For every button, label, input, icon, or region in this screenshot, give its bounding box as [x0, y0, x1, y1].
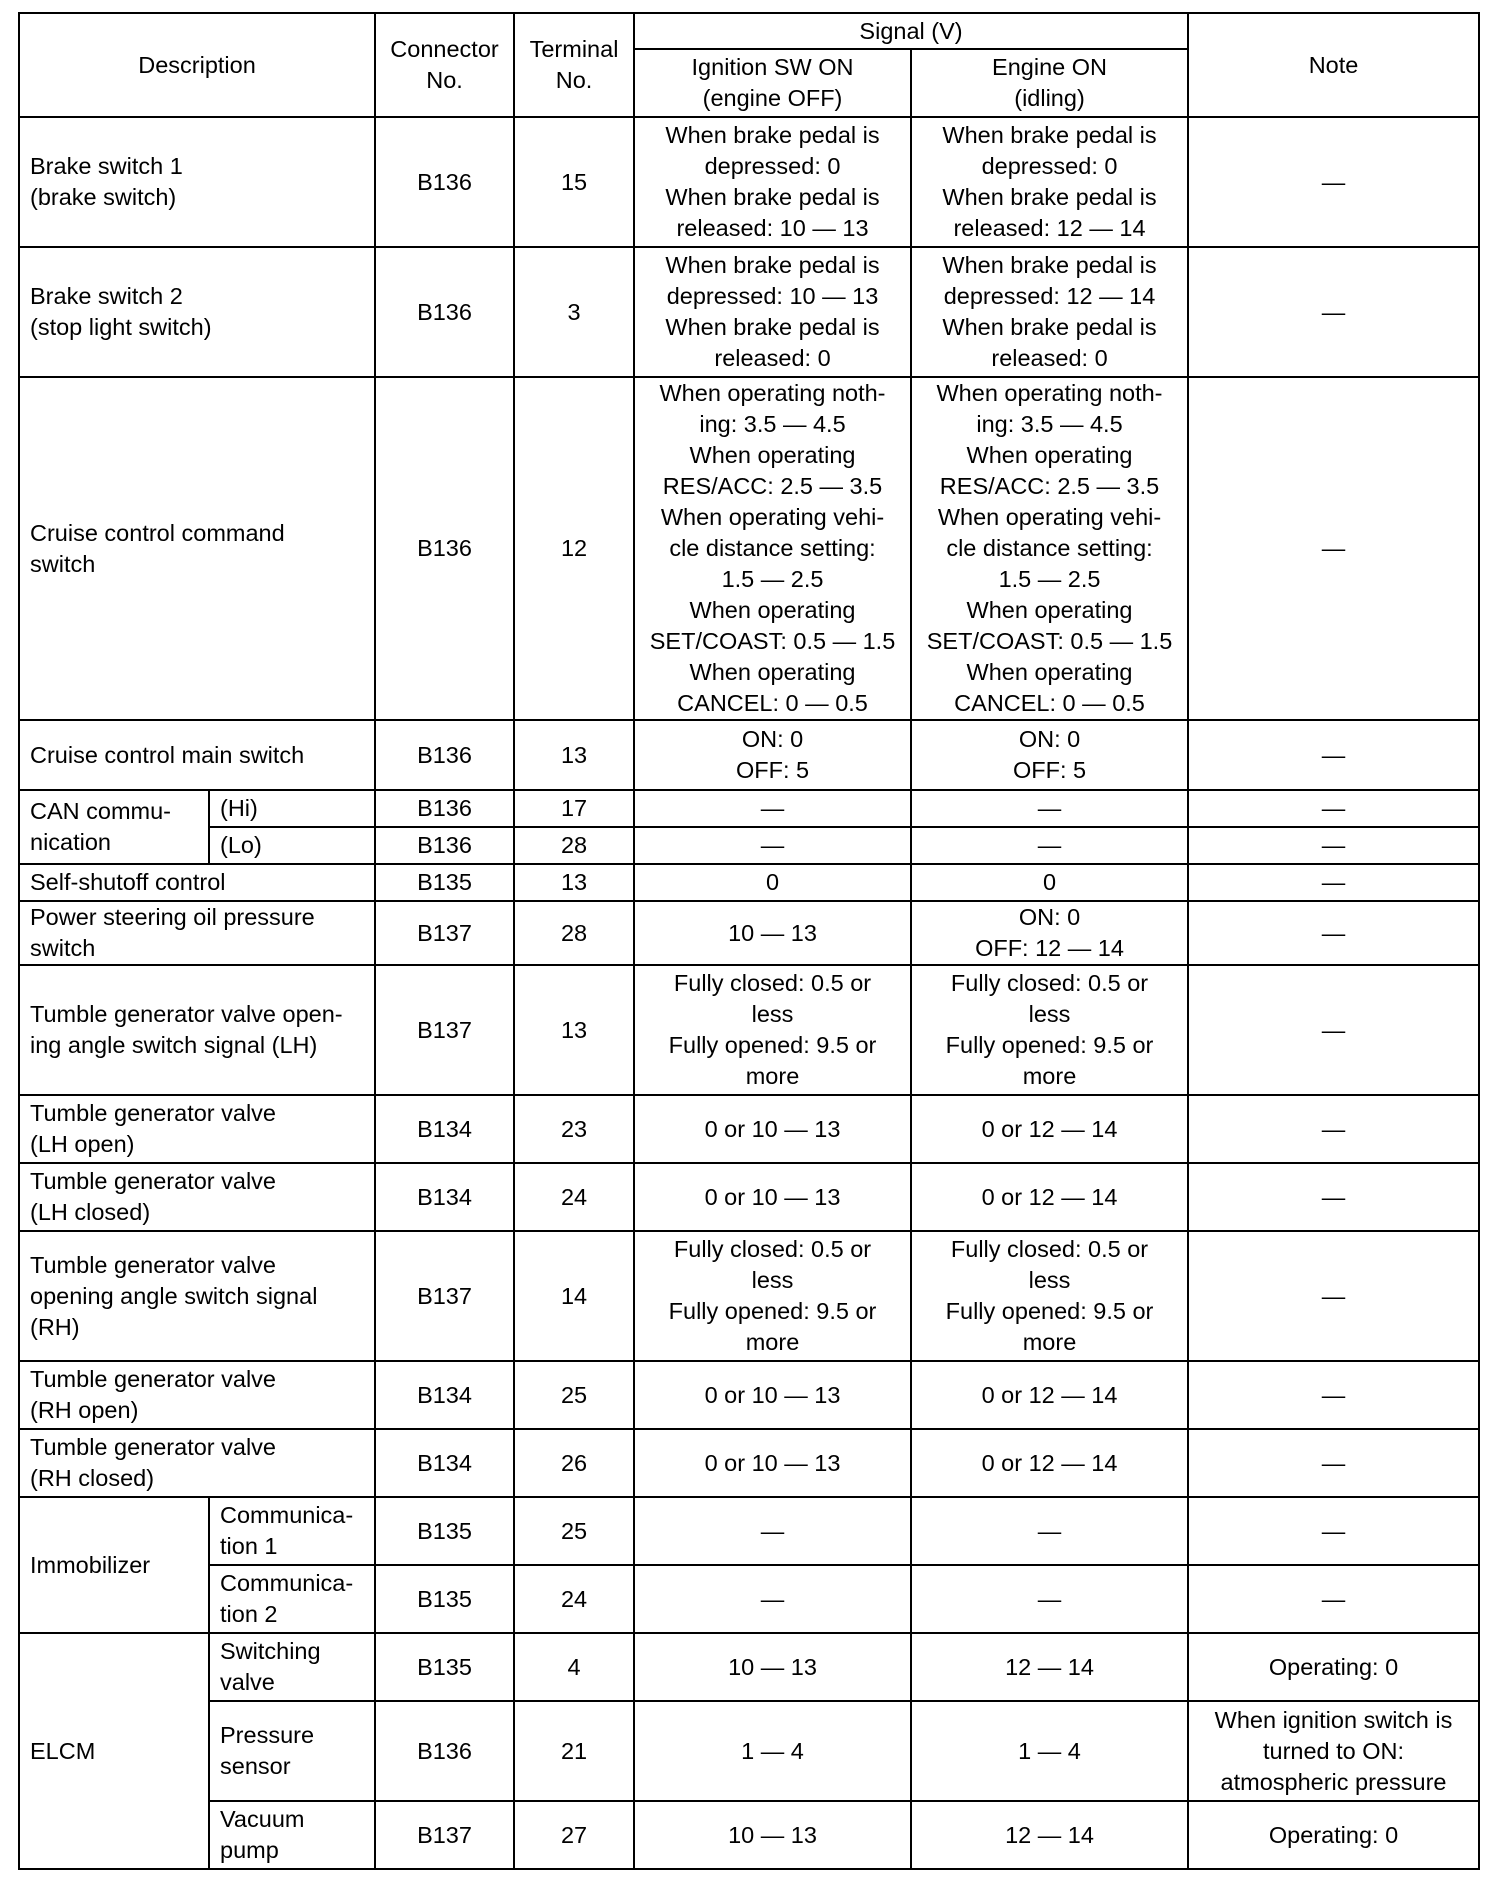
table-row — [19, 1701, 1479, 1801]
cell-line: Cruise control command — [30, 519, 285, 546]
cell-line: more — [1022, 1063, 1077, 1089]
cell-line: (LH closed) — [30, 1199, 151, 1225]
connector-cell: B136 — [375, 377, 514, 720]
cell-line: 12 — 14 — [1005, 1821, 1094, 1848]
sub-description-cell — [209, 1801, 375, 1869]
cell-line: ON: 0 — [1018, 726, 1081, 752]
cell-line: 0 or 10 — 13 — [704, 1381, 841, 1408]
terminal-cell: 27 — [514, 1801, 634, 1869]
cell-line: — — [1321, 1016, 1346, 1043]
cell-line: 0 — [765, 869, 780, 895]
cell-line: — — [1321, 832, 1346, 858]
cell-line: 0 or 12 — 14 — [981, 1381, 1118, 1408]
cell-line: less — [751, 1001, 794, 1027]
cell-line: OFF: 12 — 14 — [975, 935, 1124, 961]
note-cell — [1188, 117, 1479, 247]
cell-line: — — [1321, 1449, 1346, 1476]
terminal-cell: 15 — [514, 117, 634, 247]
table-row — [19, 1231, 1479, 1361]
connector-cell: B137 — [375, 901, 514, 965]
sub-description-cell — [209, 1701, 375, 1801]
cell-line: Brake switch 1 — [30, 153, 183, 179]
note-cell — [1188, 1701, 1479, 1801]
cell-line: less — [1028, 1001, 1071, 1027]
ignition-sw-on-cell — [634, 1801, 911, 1869]
sub-description-cell — [209, 1565, 375, 1633]
cell-line: When operating — [966, 597, 1133, 623]
connector-cell: B136 — [375, 117, 514, 247]
cell-line: Tumble generator valve — [30, 1366, 277, 1392]
note-cell — [1188, 1497, 1479, 1565]
cell-line: 0 — [1042, 869, 1057, 895]
cell-line: Fully opened: 9.5 or — [668, 1298, 877, 1324]
description-cell — [19, 117, 375, 247]
cell-line: When operating — [966, 659, 1133, 685]
description-cell — [19, 1231, 375, 1361]
cell-line: When operating vehi- — [660, 504, 885, 530]
terminal-cell: 25 — [514, 1497, 634, 1565]
cell-line: — — [1321, 1115, 1346, 1142]
ignition-sw-on-cell — [634, 377, 911, 720]
description-cell — [19, 1095, 375, 1163]
ignition-sw-on-cell — [634, 720, 911, 790]
cell-line: Tumble generator valve — [30, 1251, 277, 1278]
header-signal: Signal (V) — [634, 13, 1188, 49]
cell-line: Brake switch 2 — [30, 283, 183, 309]
terminal-cell: 13 — [514, 720, 634, 790]
cell-line: cle distance setting: — [669, 535, 876, 561]
engine-on-cell — [911, 1429, 1188, 1497]
note-cell — [1188, 1633, 1479, 1701]
table-row — [19, 377, 1479, 720]
note-cell — [1188, 864, 1479, 901]
cell-line: Vacuum — [220, 1806, 305, 1832]
cell-line: pump — [220, 1837, 279, 1863]
terminal-cell: 21 — [514, 1701, 634, 1801]
cell-line: SET/COAST: 0.5 — 1.5 — [926, 628, 1173, 654]
cell-line: — — [1321, 869, 1346, 895]
cell-line: Fully closed: 0.5 or — [673, 1236, 872, 1262]
engine-on-cell — [911, 247, 1188, 377]
cell-line: — — [1037, 832, 1062, 858]
cell-line: nication — [30, 829, 111, 855]
cell-line: CAN commu- — [30, 798, 172, 824]
sub-description-cell — [209, 827, 375, 864]
cell-line: — — [1321, 795, 1346, 821]
cell-line: — — [1321, 1517, 1346, 1544]
cell-line: opening angle switch signal — [30, 1282, 318, 1309]
table-row — [19, 965, 1479, 1095]
cell-line: ing: 3.5 — 4.5 — [699, 411, 846, 437]
cell-line: depressed: 0 — [704, 153, 841, 179]
connector-cell: B136 — [375, 1701, 514, 1801]
terminal-cell: 28 — [514, 901, 634, 965]
ignition-sw-on-cell — [634, 1429, 911, 1497]
cell-line: 10 — 13 — [728, 919, 817, 946]
cell-line: more — [745, 1329, 800, 1355]
connector-cell: B137 — [375, 965, 514, 1095]
cell-line: (RH open) — [30, 1397, 139, 1423]
cell-line: 1 — 4 — [741, 1737, 804, 1764]
connector-cell: B136 — [375, 790, 514, 827]
table-row — [19, 1633, 1479, 1701]
cell-line: — — [1321, 1282, 1346, 1309]
cell-line: (stop light switch) — [30, 314, 212, 340]
table-body — [19, 117, 1479, 1869]
connector-cell: B136 — [375, 720, 514, 790]
cell-line: (RH) — [30, 1313, 80, 1340]
ignition-sw-on-cell — [634, 117, 911, 247]
cell-line: less — [751, 1267, 794, 1293]
connector-cell: B137 — [375, 1231, 514, 1361]
cell-line: OFF: 5 — [1012, 757, 1087, 783]
description-cell — [19, 864, 375, 901]
cell-line: When operating vehi- — [937, 504, 1162, 530]
cell-line: Switching — [220, 1638, 321, 1664]
cell-line: — — [1321, 1183, 1346, 1210]
ignition-sw-on-cell — [634, 1565, 911, 1633]
header-ignition-sw-on: Ignition SW ON (engine OFF) — [634, 49, 911, 117]
cell-line: — — [1321, 1585, 1346, 1612]
cell-line: depressed: 10 — 13 — [666, 283, 879, 309]
terminal-cell: 25 — [514, 1361, 634, 1429]
table-row — [19, 1361, 1479, 1429]
note-cell — [1188, 1565, 1479, 1633]
cell-line: — — [1321, 919, 1346, 946]
note-cell — [1188, 1231, 1479, 1361]
header-terminal: Terminal No. — [514, 13, 634, 117]
cell-line: Communica- — [220, 1502, 354, 1528]
table-row — [19, 1565, 1479, 1633]
ignition-sw-on-cell — [634, 1361, 911, 1429]
cell-line: Operating: 0 — [1268, 1821, 1399, 1848]
engine-on-cell — [911, 1231, 1188, 1361]
note-cell — [1188, 901, 1479, 965]
cell-line: — — [1037, 1585, 1062, 1612]
cell-line: depressed: 0 — [981, 153, 1118, 179]
cell-line: 1 — 4 — [1018, 1737, 1081, 1764]
note-cell — [1188, 1163, 1479, 1231]
engine-on-cell — [911, 1633, 1188, 1701]
cell-line: Pressure — [220, 1722, 315, 1748]
cell-line: SET/COAST: 0.5 — 1.5 — [649, 628, 896, 654]
description-cell — [19, 247, 375, 377]
terminal-cell: 28 — [514, 827, 634, 864]
cell-line: depressed: 12 — 14 — [943, 283, 1156, 309]
cell-line: ON: 0 — [1018, 904, 1081, 930]
description-cell — [19, 901, 375, 965]
cell-line: 12 — 14 — [1005, 1653, 1094, 1680]
engine-on-cell — [911, 720, 1188, 790]
connector-cell: B134 — [375, 1163, 514, 1231]
note-cell — [1188, 1095, 1479, 1163]
cell-line: RES/ACC: 2.5 — 3.5 — [939, 473, 1160, 499]
cell-line: Tumble generator valve — [30, 1100, 277, 1126]
cell-line: atmospheric pressure — [1220, 1768, 1447, 1795]
note-cell — [1188, 1429, 1479, 1497]
cell-line: Fully closed: 0.5 or — [950, 1236, 1149, 1262]
table-row — [19, 901, 1479, 965]
cell-line: — — [1321, 298, 1346, 325]
header-connector: Connector No. — [375, 13, 514, 117]
ignition-sw-on-cell — [634, 864, 911, 901]
cell-line: When brake pedal is — [942, 122, 1157, 148]
cell-line: Self-shutoff control — [30, 869, 226, 895]
description-cell — [19, 720, 375, 790]
cell-line: — — [760, 795, 785, 821]
cell-line: — — [1321, 1381, 1346, 1408]
engine-on-cell — [911, 117, 1188, 247]
header-engine-on: Engine ON (idling) — [911, 49, 1188, 117]
table-row — [19, 790, 1479, 827]
cell-line: valve — [220, 1669, 275, 1695]
ignition-sw-on-cell — [634, 1633, 911, 1701]
engine-on-cell — [911, 1361, 1188, 1429]
description-cell — [19, 1361, 375, 1429]
connector-cell: B136 — [375, 827, 514, 864]
terminal-cell: 13 — [514, 965, 634, 1095]
note-cell — [1188, 1361, 1479, 1429]
cell-line: 1.5 — 2.5 — [721, 566, 824, 592]
cell-line: — — [1037, 1517, 1062, 1544]
cell-line: When ignition switch is — [1214, 1706, 1453, 1733]
cell-line: — — [1321, 741, 1346, 768]
engine-on-cell — [911, 965, 1188, 1095]
cell-line: (LH open) — [30, 1131, 135, 1157]
ignition-sw-on-cell — [634, 1701, 911, 1801]
table-row — [19, 1163, 1479, 1231]
cell-line: Fully opened: 9.5 or — [945, 1298, 1154, 1324]
cell-line: switch — [30, 550, 96, 577]
cell-line: Operating: 0 — [1268, 1653, 1399, 1680]
sub-description-cell — [209, 1633, 375, 1701]
terminal-cell: 24 — [514, 1565, 634, 1633]
engine-on-cell — [911, 827, 1188, 864]
cell-line: 0 or 12 — 14 — [981, 1183, 1118, 1210]
cell-line: Cruise control main switch — [30, 741, 305, 768]
ignition-sw-on-cell — [634, 1163, 911, 1231]
note-cell — [1188, 827, 1479, 864]
cell-line: Fully opened: 9.5 or — [945, 1032, 1154, 1058]
spec-document — [18, 12, 1478, 1870]
cell-line: — — [760, 832, 785, 858]
cell-line: 10 — 13 — [728, 1821, 817, 1848]
description-cell — [19, 1429, 375, 1497]
table-row — [19, 1429, 1479, 1497]
cell-line: 0 or 12 — 14 — [981, 1449, 1118, 1476]
cell-line: switch — [30, 935, 96, 961]
note-cell — [1188, 790, 1479, 827]
cell-line: When operating — [689, 597, 856, 623]
ignition-sw-on-cell — [634, 1095, 911, 1163]
description-cell — [19, 965, 375, 1095]
terminal-cell: 17 — [514, 790, 634, 827]
ignition-sw-on-cell — [634, 965, 911, 1095]
group-description-cell — [19, 790, 209, 864]
cell-line: turned to ON: — [1262, 1737, 1405, 1764]
table-row — [19, 117, 1479, 247]
note-cell — [1188, 720, 1479, 790]
cell-line: ON: 0 — [741, 726, 804, 752]
cell-line: 1.5 — 2.5 — [998, 566, 1101, 592]
cell-line: released: 0 — [714, 345, 831, 371]
ignition-sw-on-cell — [634, 827, 911, 864]
cell-line: (Hi) — [220, 795, 258, 821]
cell-line: Communica- — [220, 1570, 354, 1596]
cell-line: — — [760, 1517, 785, 1544]
cell-line: — — [760, 1585, 785, 1612]
cell-line: Immobilizer — [30, 1551, 151, 1578]
cell-line: When operating — [689, 659, 856, 685]
cell-line: — — [1037, 795, 1062, 821]
cell-line: ing angle switch signal (LH) — [30, 1032, 318, 1058]
cell-line: When brake pedal is — [665, 184, 880, 210]
cell-line: Power steering oil pressure — [30, 904, 315, 930]
description-cell — [19, 377, 375, 720]
group-description-cell — [19, 1633, 209, 1869]
cell-line: less — [1028, 1267, 1071, 1293]
ignition-sw-on-cell — [634, 790, 911, 827]
sub-description-cell — [209, 790, 375, 827]
table-row — [19, 247, 1479, 377]
sub-description-cell — [209, 1497, 375, 1565]
cell-line: OFF: 5 — [735, 757, 810, 783]
cell-line: — — [1321, 168, 1346, 195]
cell-line: more — [1022, 1329, 1077, 1355]
cell-line: tion 1 — [220, 1533, 278, 1559]
note-cell — [1188, 377, 1479, 720]
ignition-sw-on-cell — [634, 1231, 911, 1361]
cell-line: — — [1321, 535, 1346, 561]
connector-cell: B136 — [375, 247, 514, 377]
cell-line: When brake pedal is — [665, 252, 880, 278]
cell-line: cle distance setting: — [946, 535, 1153, 561]
connector-cell: B135 — [375, 1565, 514, 1633]
cell-line: When operating noth- — [659, 380, 886, 406]
cell-line: When operating noth- — [936, 380, 1163, 406]
table-row — [19, 827, 1479, 864]
cell-line: Tumble generator valve — [30, 1434, 277, 1460]
connector-cell: B137 — [375, 1801, 514, 1869]
table-row — [19, 1801, 1479, 1869]
cell-line: When operating — [689, 442, 856, 468]
cell-line: 0 or 10 — 13 — [704, 1115, 841, 1142]
table-row — [19, 720, 1479, 790]
cell-line: When brake pedal is — [665, 314, 880, 340]
cell-line: Tumble generator valve open- — [30, 1001, 343, 1027]
cell-line: released: 0 — [991, 345, 1108, 371]
terminal-cell: 24 — [514, 1163, 634, 1231]
terminal-cell: 3 — [514, 247, 634, 377]
cell-line: sensor — [220, 1753, 291, 1779]
terminal-cell: 26 — [514, 1429, 634, 1497]
engine-on-cell — [911, 864, 1188, 901]
engine-on-cell — [911, 1497, 1188, 1565]
cell-line: 10 — 13 — [728, 1653, 817, 1680]
cell-line: 0 or 10 — 13 — [704, 1449, 841, 1476]
engine-on-cell — [911, 1095, 1188, 1163]
terminal-cell: 23 — [514, 1095, 634, 1163]
engine-on-cell — [911, 1565, 1188, 1633]
cell-line: CANCEL: 0 — 0.5 — [954, 690, 1145, 716]
cell-line: (brake switch) — [30, 184, 177, 210]
engine-on-cell — [911, 1163, 1188, 1231]
note-cell — [1188, 1801, 1479, 1869]
header-description: Description — [19, 13, 375, 117]
cell-line: (RH closed) — [30, 1465, 155, 1491]
engine-on-cell — [911, 901, 1188, 965]
cell-line: When brake pedal is — [942, 314, 1157, 340]
header-note: Note — [1188, 13, 1479, 117]
cell-line: When brake pedal is — [665, 122, 880, 148]
engine-on-cell — [911, 1801, 1188, 1869]
connector-cell: B134 — [375, 1429, 514, 1497]
cell-line: released: 10 — 13 — [676, 215, 869, 241]
cell-line: Fully closed: 0.5 or — [950, 970, 1149, 996]
cell-line: CANCEL: 0 — 0.5 — [677, 690, 868, 716]
engine-on-cell — [911, 1701, 1188, 1801]
connector-cell: B135 — [375, 864, 514, 901]
cell-line: 0 or 10 — 13 — [704, 1183, 841, 1210]
cell-line: Fully closed: 0.5 or — [673, 970, 872, 996]
table-row — [19, 864, 1479, 901]
connector-cell: B135 — [375, 1497, 514, 1565]
group-description-cell — [19, 1497, 209, 1633]
cell-line: ELCM — [30, 1737, 96, 1764]
description-cell — [19, 1163, 375, 1231]
ignition-sw-on-cell — [634, 247, 911, 377]
table-row — [19, 1497, 1479, 1565]
connector-cell: B135 — [375, 1633, 514, 1701]
cell-line: When operating — [966, 442, 1133, 468]
cell-line: Tumble generator valve — [30, 1168, 277, 1194]
cell-line: released: 12 — 14 — [953, 215, 1146, 241]
cell-line: tion 2 — [220, 1601, 278, 1627]
signal-spec-table — [18, 12, 1480, 1870]
note-cell — [1188, 247, 1479, 377]
ignition-sw-on-cell — [634, 1497, 911, 1565]
connector-cell: B134 — [375, 1095, 514, 1163]
cell-line: When brake pedal is — [942, 252, 1157, 278]
terminal-cell: 12 — [514, 377, 634, 720]
cell-line: (Lo) — [220, 832, 262, 858]
cell-line: ing: 3.5 — 4.5 — [976, 411, 1123, 437]
note-cell — [1188, 965, 1479, 1095]
terminal-cell: 13 — [514, 864, 634, 901]
cell-line: When brake pedal is — [942, 184, 1157, 210]
cell-line: 0 or 12 — 14 — [981, 1115, 1118, 1142]
terminal-cell: 14 — [514, 1231, 634, 1361]
table-row — [19, 1095, 1479, 1163]
engine-on-cell — [911, 377, 1188, 720]
cell-line: more — [745, 1063, 800, 1089]
cell-line: RES/ACC: 2.5 — 3.5 — [662, 473, 883, 499]
ignition-sw-on-cell — [634, 901, 911, 965]
terminal-cell: 4 — [514, 1633, 634, 1701]
engine-on-cell — [911, 790, 1188, 827]
cell-line: Fully opened: 9.5 or — [668, 1032, 877, 1058]
connector-cell: B134 — [375, 1361, 514, 1429]
